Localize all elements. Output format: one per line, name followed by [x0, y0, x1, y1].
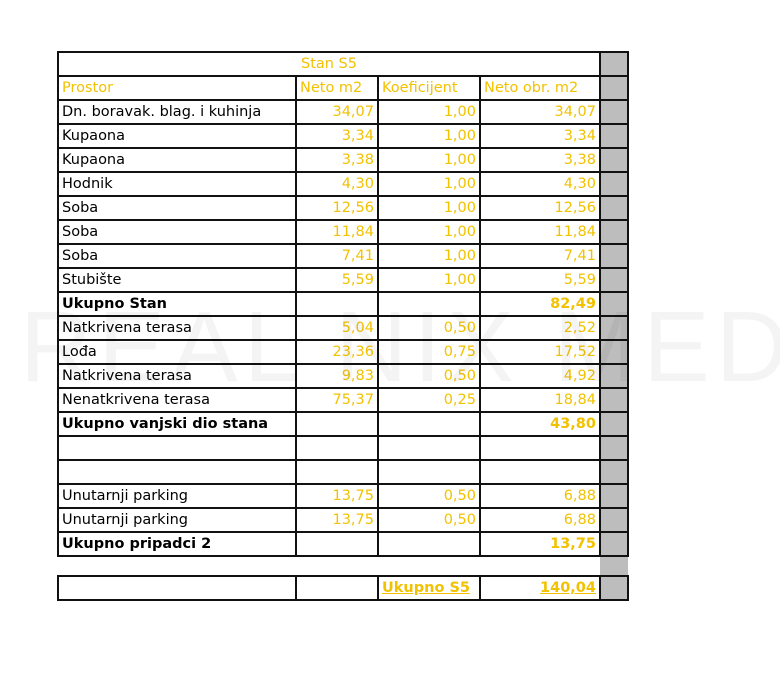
cell-neto-m2 — [296, 460, 378, 484]
gray-column-cell — [600, 52, 628, 76]
cell-prostor — [58, 436, 296, 460]
cell-prostor: Hodnik — [58, 172, 296, 196]
table-row — [58, 124, 628, 148]
cell-koeficijent: 0,50 — [378, 484, 480, 508]
cell-prostor: Natkrivena terasa — [58, 316, 296, 340]
table-row — [58, 316, 628, 340]
cell-koeficijent: 1,00 — [378, 124, 480, 148]
cell-prostor: Ukupno Stan — [58, 292, 296, 316]
gray-column-cell — [600, 220, 628, 244]
gray-column-cell — [600, 76, 628, 100]
gray-column-cell — [600, 364, 628, 388]
table-row — [58, 220, 628, 244]
gray-column-cell — [600, 340, 628, 364]
table-row — [58, 460, 628, 484]
cell-neto-m2: 75,37 — [296, 388, 378, 412]
cell-koeficijent: 1,00 — [378, 268, 480, 292]
cell-neto-obr-m2: 11,84 — [480, 220, 600, 244]
gray-column-cell — [600, 484, 628, 508]
cell-neto-m2 — [296, 532, 378, 556]
cell-neto-obr-m2: 6,88 — [480, 508, 600, 532]
table-row — [58, 364, 628, 388]
cell-neto-obr-m2: 4,92 — [480, 364, 600, 388]
cell-neto-m2: 34,07 — [296, 100, 378, 124]
cell-koeficijent: 1,00 — [378, 220, 480, 244]
cell-neto-m2 — [296, 436, 378, 460]
cell-prostor: Ukupno vanjski dio stana — [58, 412, 296, 436]
cell-prostor: Kupaona — [58, 124, 296, 148]
cell-koeficijent: 1,00 — [378, 172, 480, 196]
gray-column-cell — [600, 292, 628, 316]
gray-column-cell — [600, 508, 628, 532]
table-row — [58, 532, 628, 556]
table-row — [58, 292, 628, 316]
gray-column-cell — [600, 388, 628, 412]
table-row — [58, 340, 628, 364]
cell-neto-obr-m2: 3,38 — [480, 148, 600, 172]
cell-prostor: Unutarnji parking — [58, 484, 296, 508]
cell-neto-obr-m2: 3,34 — [480, 124, 600, 148]
cell-neto-m2: 7,41 — [296, 244, 378, 268]
cell-neto-m2: 3,34 — [296, 124, 378, 148]
cell-neto-obr-m2: 13,75 — [480, 532, 600, 556]
gray-column-cell — [600, 100, 628, 124]
gray-column-cell — [600, 576, 628, 600]
header-row — [58, 76, 628, 100]
cell-koeficijent — [378, 412, 480, 436]
table-row — [58, 412, 628, 436]
gray-column-cell — [600, 436, 628, 460]
cell-koeficijent — [378, 460, 480, 484]
cell-neto-m2: 5,59 — [296, 268, 378, 292]
cell-neto-obr-m2: 18,84 — [480, 388, 600, 412]
cell-koeficijent: 0,25 — [378, 388, 480, 412]
cell-prostor — [58, 460, 296, 484]
table-row — [58, 100, 628, 124]
table-row — [58, 484, 628, 508]
header-neto-obr-m2: Neto obr. m2 — [480, 76, 600, 100]
cell-prostor: Soba — [58, 196, 296, 220]
cell-koeficijent — [378, 292, 480, 316]
gray-column-cell — [600, 148, 628, 172]
gray-column-cell — [600, 124, 628, 148]
cell-prostor: Natkrivena terasa — [58, 364, 296, 388]
spacer-row — [58, 556, 628, 576]
cell-neto-obr-m2: 34,07 — [480, 100, 600, 124]
cell-neto-m2: 23,36 — [296, 340, 378, 364]
cell-prostor: Stubište — [58, 268, 296, 292]
cell-neto-m2: 11,84 — [296, 220, 378, 244]
cell-neto-obr-m2: 7,41 — [480, 244, 600, 268]
cell-prostor: Lođa — [58, 340, 296, 364]
gray-column-cell — [600, 196, 628, 220]
title-row — [58, 52, 628, 76]
area-table-body — [58, 52, 628, 600]
cell-prostor: Ukupno pripadci 2 — [58, 532, 296, 556]
table-row — [58, 196, 628, 220]
cell-koeficijent: 1,00 — [378, 196, 480, 220]
table-row — [58, 268, 628, 292]
cell-koeficijent — [378, 532, 480, 556]
cell-neto-obr-m2: 12,56 — [480, 196, 600, 220]
cell-neto-obr-m2: 43,80 — [480, 412, 600, 436]
cell-neto-obr-m2: 82,49 — [480, 292, 600, 316]
cell-neto-m2: 9,83 — [296, 364, 378, 388]
cell-koeficijent: 0,75 — [378, 340, 480, 364]
grand-total-label: Ukupno S5 — [378, 576, 480, 600]
cell-koeficijent: 1,00 — [378, 244, 480, 268]
table-row — [58, 148, 628, 172]
grand-total-row — [58, 576, 628, 600]
cell-neto-m2: 3,38 — [296, 148, 378, 172]
cell-neto-obr-m2: 2,52 — [480, 316, 600, 340]
gray-column-cell — [600, 316, 628, 340]
cell-prostor: Soba — [58, 244, 296, 268]
table-row — [58, 244, 628, 268]
header-prostor: Prostor — [58, 76, 296, 100]
cell-neto-obr-m2: 17,52 — [480, 340, 600, 364]
gray-column-cell — [600, 172, 628, 196]
cell-prostor: Nenatkrivena terasa — [58, 388, 296, 412]
gray-column-cell — [600, 460, 628, 484]
cell-prostor: Soba — [58, 220, 296, 244]
header-koeficijent: Koeficijent — [378, 76, 480, 100]
gray-column-cell — [600, 268, 628, 292]
cell-koeficijent: 1,00 — [378, 148, 480, 172]
cell-prostor: Unutarnji parking — [58, 508, 296, 532]
cell-neto-obr-m2: 4,30 — [480, 172, 600, 196]
area-table — [57, 51, 629, 601]
header-neto-m2: Neto m2 — [296, 76, 378, 100]
table-row — [58, 172, 628, 196]
cell-neto-m2: 5,04 — [296, 316, 378, 340]
cell-neto-obr-m2: 6,88 — [480, 484, 600, 508]
cell-neto-m2 — [296, 292, 378, 316]
cell-neto-m2: 13,75 — [296, 508, 378, 532]
gray-column-cell — [600, 244, 628, 268]
cell-neto-m2 — [296, 412, 378, 436]
cell-prostor: Dn. boravak. blag. i kuhinja — [58, 100, 296, 124]
table-row — [58, 508, 628, 532]
cell-neto-obr-m2: 5,59 — [480, 268, 600, 292]
grand-total-value: 140,04 — [480, 576, 600, 600]
spacer-cell — [58, 556, 600, 576]
cell-neto-m2: 12,56 — [296, 196, 378, 220]
grand-total-empty-cell — [58, 576, 296, 600]
table-row — [58, 388, 628, 412]
cell-neto-m2: 4,30 — [296, 172, 378, 196]
cell-neto-m2: 13,75 — [296, 484, 378, 508]
cell-neto-obr-m2 — [480, 460, 600, 484]
cell-koeficijent — [378, 436, 480, 460]
gray-column-cell — [600, 532, 628, 556]
table-row — [58, 436, 628, 460]
cell-koeficijent: 0,50 — [378, 364, 480, 388]
cell-koeficijent: 1,00 — [378, 100, 480, 124]
gray-column-cell — [600, 556, 628, 576]
cell-koeficijent: 0,50 — [378, 508, 480, 532]
grand-total-empty-cell — [296, 576, 378, 600]
gray-column-cell — [600, 412, 628, 436]
cell-neto-obr-m2 — [480, 436, 600, 460]
table-title: Stan S5 — [58, 52, 600, 76]
cell-prostor: Kupaona — [58, 148, 296, 172]
cell-koeficijent: 0,50 — [378, 316, 480, 340]
